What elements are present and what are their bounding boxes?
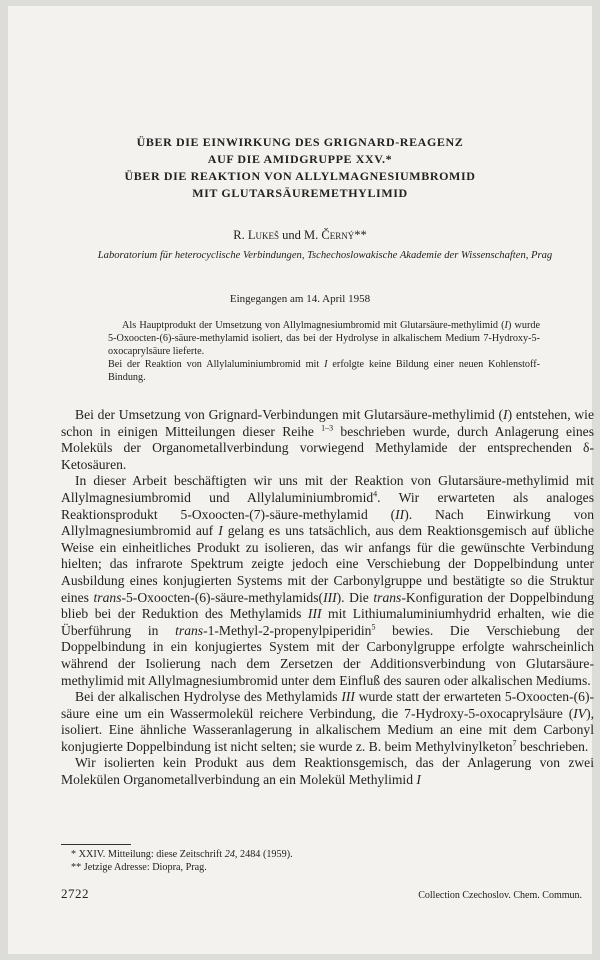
abstract <box>108 319 540 384</box>
body-paragraph-4: Wir isolierten kein Produkt aus dem Reaktionsgemisch, das der Anlagerung von zwei Molekülen Organometallverbindung an ein Molekül Methylimid I <box>61 755 594 788</box>
title-line-3: ÜBER DIE REAKTION VON ALLYLMAGNESIUMBROMID <box>124 169 476 183</box>
paper-page <box>8 6 595 954</box>
title-line-2: AUF DIE AMIDGRUPPE XXV.* <box>207 152 393 166</box>
author-name-2: Černý <box>321 228 355 242</box>
footnote-divider <box>61 844 131 845</box>
footnote-2: ** Jetzige Adresse: Diopra, Prag. <box>71 862 207 873</box>
paper-title <box>8 134 592 202</box>
footnotes <box>71 848 571 874</box>
journal-name: Collection Czechoslov. Chem. Commun. <box>418 890 582 901</box>
footnote-1: * XXIV. Mitteilung: diese Zeitschrift 24, 2484 (1959). <box>71 849 293 860</box>
author-name-1: Lukeš <box>247 228 279 242</box>
affiliation: Laboratorium für heterocyclische Verbindungen, Tschechoslowakische Akademie der Wissenschaften, Prag <box>97 250 553 261</box>
body-text <box>61 407 594 789</box>
authors: R. Lukeš und M. Černý** <box>233 228 367 242</box>
received-date: Eingegangen am 14. April 1958 <box>229 293 371 305</box>
body-paragraph-2: In dieser Arbeit beschäftigten wir uns mit der Reaktion von Glutarsäure-methylimid mit Allylmagnesiumbromid und Allylaluminiumbromid$^4$. Wir erwarteten als analoges Reaktionsprodukt 5-Oxoocten-(7)-säure-methylamid (II). Nach Einwirkung von Allylmagnesiumbromid auf I gelang es uns tatsächlich, aus dem Reaktionsgemisch auf übliche Weise ein einheitliches Produkt zu isolieren, das wir anfangs für die gewünschte Verbindung hielten; das infrarote Spektrum zeigte jedoch eine Verschiebung der Doppelbindung unter Ausbildung eines konjugierten Systems mit der Carbonylgruppe und bestätigte so die Struktur eines trans-5-Oxoocten-(6)-säure-methylamids(III). Die trans-Konfiguration der Doppelbindung blieb bei der Reduktion des Methylamids III mit Lithiumaluminiumhydrid erhalten, wie die Überführung in trans-1-Methyl-2-propenylpiperidin$^5$ bewies. Die Verschiebung der Doppelbindung in ein konjugiertes System mit der Carbonylgruppe erfolgte wahrscheinlich während der Isolierung nach dem Zersetzen der Additionsverbindung von Glutarsäure-methylimid mit Allylmagnesiumbromid unter dem Einfluß des sauren oder alkalischen Mediums. <box>61 473 594 688</box>
abstract-paragraph-1: Als Hauptprodukt der Umsetzung von Allylmagnesiumbromid mit Glutarsäure-methylimid (I) wurde 5-Oxoocten-(6)-säure-methylamid isoliert, das bei der Hydrolyse in alkalischem Medium 7-Hydroxy-5-oxocaprylsäure lieferte. <box>108 320 540 357</box>
body-paragraph-1: Bei der Umsetzung von Grignard-Verbindungen mit Glutarsäure-methylimid (I) entstehen, wie schon in einigen Mitteilungen dieser Reihe $^{1-3}$ beschrieben wurde, durch Anlagerung eines Moleküls der Organometallverbindung vorwiegend Methylamide der entsprechenden δ-Ketosäuren. <box>61 407 594 472</box>
title-line-4: MIT GLUTARSÄUREMETHYLIMID <box>192 186 408 200</box>
body-paragraph-3: Bei der alkalischen Hydrolyse des Methylamids III wurde statt der erwarteten 5-Oxoocten-(6)-säure eine um ein Wassermolekül reichere Verbindung, die 7-Hydroxy-5-oxocaprylsäure (IV), isoliert. Eine ähnliche Wasseranlagerung in alkalischem Medium an eine mit dem Carbonyl konjugierte Doppelbindung ist nicht selten; sie wurde z. B. beim Methylvinylketon$^7$ beschrieben. <box>61 689 595 754</box>
page-number: 2722 <box>61 886 89 901</box>
abstract-paragraph-2: Bei der Reaktion von Allylaluminiumbromid mit I erfolgte keine Bildung einer neuen Kohlenstoff-Bindung. <box>108 359 540 383</box>
title-line-1: ÜBER DIE EINWIRKUNG DES GRIGNARD-REAGENZ <box>136 135 464 149</box>
